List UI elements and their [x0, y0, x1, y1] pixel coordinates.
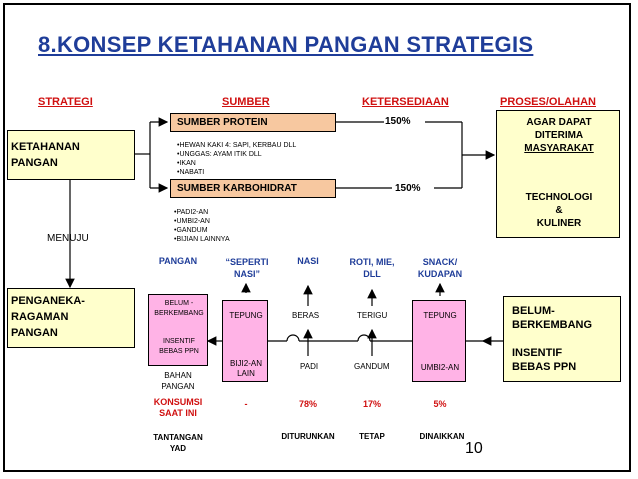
- sumber-protein-label: SUMBER PROTEIN: [177, 117, 268, 128]
- tantangan-line: TANTANGAN: [153, 433, 203, 442]
- bahan-pangan-label: [148, 370, 208, 392]
- tepung2-label: TEPUNG: [423, 311, 457, 320]
- sumber-karbohidrat-box: [170, 179, 336, 198]
- agar-text: [497, 116, 621, 155]
- karbo-item: •UMBI2-AN: [174, 218, 210, 225]
- insentif-line: BEBAS PPN: [159, 348, 199, 355]
- konsumsi-value: 78%: [298, 399, 317, 409]
- label-line: DLL: [363, 269, 381, 279]
- ketahanan-line1: KETAHANAN: [11, 141, 80, 153]
- right-box-line: BEBAS PPN: [512, 361, 577, 373]
- karbo-percent: 150%: [395, 183, 421, 194]
- karbo-item: •GANDUM: [174, 227, 208, 234]
- biji-line: BIJI2-AN: [229, 359, 262, 368]
- konsumsi-value: 5%: [433, 399, 447, 409]
- biji-label: [223, 359, 269, 379]
- label-line: ROTI, MIE,: [349, 257, 395, 267]
- tepung-biji-box: [222, 300, 268, 382]
- page-number: 10: [465, 440, 483, 457]
- right-box-line: INSENTIF: [512, 347, 563, 359]
- karbo-item: •BIJIAN LAINNYA: [174, 236, 230, 243]
- insentif-right-box: [503, 296, 621, 382]
- belum-berkembang-box: [148, 294, 208, 366]
- right-box-line: BELUM-: [512, 305, 555, 317]
- right-box-text: [512, 304, 592, 374]
- technologi-line: TECHNOLOGI: [525, 192, 593, 203]
- ketahanan-line2: PANGAN: [11, 157, 58, 169]
- insentif-line: INSENTIF: [163, 338, 195, 345]
- padi-label: PADI: [300, 362, 319, 371]
- tantangan-label: [140, 432, 216, 454]
- technologi-text: [497, 191, 621, 230]
- penganekaragaman-box: [7, 288, 135, 348]
- protein-item: •NABATI: [177, 169, 205, 176]
- tantangan-value: DITURUNKAN: [281, 432, 335, 441]
- tantangan-value: DINAIKKAN: [419, 432, 465, 441]
- tantangan-line: YAD: [169, 444, 187, 453]
- tantangan-value: TETAP: [359, 432, 385, 441]
- bahan-line: BAHAN: [164, 371, 192, 380]
- gandum-label: GANDUM: [354, 362, 390, 371]
- label-nasi: [288, 256, 328, 266]
- penganeka-line2: RAGAMAN: [11, 311, 69, 323]
- page-title: 8.KONSEP KETAHANAN PANGAN STRATEGIS: [38, 32, 534, 57]
- technologi-line: &: [555, 205, 563, 216]
- karbo-item: •PADI2-AN: [174, 209, 209, 216]
- protein-items: [177, 141, 296, 177]
- right-box-line: BERKEMBANG: [512, 319, 593, 331]
- belum-line: BELUM -: [164, 300, 194, 307]
- sumber-protein-box: [170, 113, 336, 132]
- label-line: NASI: [297, 256, 319, 266]
- agar-line: DITERIMA: [534, 130, 584, 141]
- konsumsi-label: [140, 397, 216, 419]
- konsumsi-line: SAAT INI: [159, 408, 197, 418]
- konsumsi-line: KONSUMSI: [153, 397, 203, 407]
- protein-percent: 150%: [385, 116, 411, 127]
- biji-line: LAIN: [237, 369, 255, 378]
- menuju-label: MENUJU: [47, 233, 89, 244]
- header-ketersediaan: KETERSEDIAAN: [362, 96, 449, 108]
- label-line: KUDAPAN: [417, 269, 463, 279]
- ketahanan-pangan-box: [7, 130, 135, 180]
- right-box-line: [512, 332, 592, 346]
- penganeka-line3: PANGAN: [11, 327, 58, 339]
- label-seperti-nasi: [212, 256, 282, 280]
- umbi-label: UMBI2-AN: [420, 363, 460, 372]
- agar-line: MASYARAKAT: [524, 143, 594, 154]
- protein-item: •UNGGAS: AYAM ITIK DLL: [177, 151, 262, 158]
- bahan-line: PANGAN: [161, 382, 195, 391]
- label-line: “SEPERTI: [225, 257, 269, 267]
- belum-line: BERKEMBANG: [154, 310, 204, 317]
- label-line: NASI”: [233, 269, 260, 279]
- karbo-items: [174, 208, 230, 244]
- konsumsi-value: 17%: [362, 399, 381, 409]
- terigu-label: TERIGU: [357, 311, 388, 320]
- label-line: SNACK/: [422, 257, 458, 267]
- tepung-umbi-box: [412, 300, 466, 382]
- sumber-karbohidrat-label: SUMBER KARBOHIDRAT: [177, 183, 297, 194]
- label-snack: [410, 256, 470, 280]
- protein-item: •IKAN: [177, 160, 196, 167]
- beras-label: BERAS: [292, 311, 320, 320]
- proses-olahan-box: [496, 110, 620, 238]
- belum-text: [149, 299, 209, 319]
- insentif-text: [149, 337, 209, 357]
- agar-line: AGAR DAPAT: [526, 117, 592, 128]
- label-pangan: [148, 256, 208, 266]
- label-roti: [342, 256, 402, 280]
- tepung1-label: TEPUNG: [229, 311, 263, 320]
- header-proses: PROSES/OLAHAN: [500, 96, 596, 108]
- penganeka-line1: PENGANEKA-: [11, 295, 85, 307]
- technologi-line: KULINER: [536, 218, 582, 229]
- header-sumber: SUMBER: [222, 96, 270, 108]
- konsumsi-value: -: [244, 399, 248, 409]
- header-strategi: STRATEGI: [38, 96, 93, 108]
- protein-item: •HEWAN KAKI 4: SAPI, KERBAU DLL: [177, 142, 297, 149]
- label-line: PANGAN: [158, 256, 198, 266]
